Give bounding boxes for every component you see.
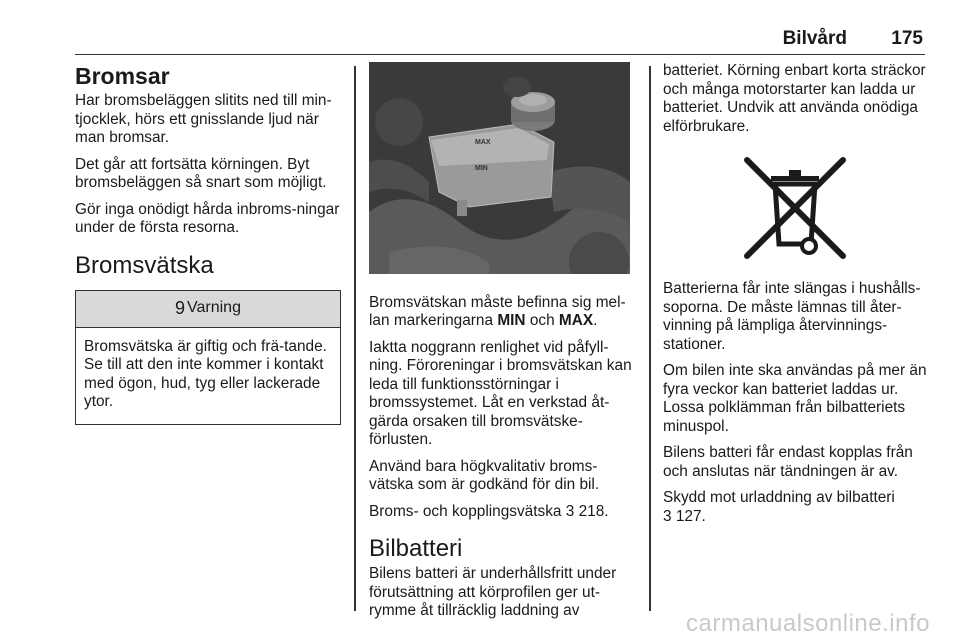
bromsar-heading: Bromsar: [75, 63, 170, 89]
page-number: 175: [891, 28, 923, 49]
fluid-reference-paragraph: Broms- och kopplingsvätska 3 218.: [369, 502, 609, 520]
reservoir-max-label: MAX: [475, 139, 491, 146]
column-divider-2: [649, 66, 651, 611]
warning-icon: 9: [175, 298, 186, 319]
bromsvatska-heading: Bromsvätska: [75, 251, 214, 279]
column-divider-1: [354, 66, 356, 611]
right-column: [663, 62, 927, 534]
bromsar-paragraph-1: Har bromsbeläggen slitits ned till min-tjocklek, hörs ett gnisslande ljud när man bromsar.: [75, 92, 332, 146]
section-title: Bilvård: [782, 28, 847, 49]
watermark: carmanualsonline.info: [686, 610, 930, 637]
fluid-level-paragraph: Bromsvätskan måste befinna sig mel-lan markeringarna MIN och MAX.: [369, 293, 626, 329]
min-marker: MIN: [497, 312, 526, 329]
battery-paragraph-2: batteriet. Körning enbart korta sträckor och många motorstarter kan ladda ur batteriet. Undvik att använda onödiga elförbrukare.: [663, 62, 926, 135]
bilbatteri-heading: Bilbatteri: [369, 535, 463, 562]
bromsar-paragraph-2: Det går att fortsätta körningen. Byt bromsbeläggen så snart som möjligt.: [75, 155, 327, 191]
battery-disconnect-paragraph: Bilens batteri får endast kopplas från och anslutas när tändningen är av.: [663, 444, 913, 480]
bromsar-paragraph-3: Gör inga onödigt hårda inbroms-ningar under de första resorna.: [75, 200, 340, 236]
warning-text: Bromsvätska är giftig och frä-tande. Se till att den inte kommer i kontakt med ögon, hud, tyg eller lackerade ytor.: [84, 337, 327, 410]
warning-box: [75, 290, 341, 425]
page-reference-link[interactable]: 3 218.: [565, 502, 609, 520]
page-reference-link-2[interactable]: 3 127.: [663, 507, 706, 525]
battery-storage-paragraph: Om bilen inte ska användas på mer än fyra veckor kan batteriet laddas ur. Lossa polklämman från bilbatteriets minuspol.: [663, 362, 927, 435]
battery-disposal-paragraph: Batterierna får inte slängas i hushålls-soporna. De måste lämnas till åter-vinning på lämpliga återvinnings-stationer.: [663, 280, 921, 353]
warning-title: Varning: [187, 299, 241, 317]
left-column: [75, 62, 341, 425]
cleanliness-paragraph: Iaktta noggrann renlighet vid påfyll-ning. Föroreningar i bromsvätskan kan leda till funktionsstörningar i bromssystemet. Låt en verkstad åt-gärda orsaken till bromsvätske-förlusten.: [369, 338, 632, 448]
reservoir-min-label: MIN: [475, 165, 488, 172]
brake-fluid-reservoir-image: [369, 62, 630, 274]
max-marker: MAX: [558, 312, 594, 329]
fluid-quality-paragraph: Använd bara högkvalitativ broms-vätska som är godkänd för din bil.: [369, 457, 600, 493]
crossed-out-bin-icon: [725, 154, 865, 266]
middle-column: [369, 62, 635, 629]
battery-paragraph-1: Bilens batteri är underhållsfritt under förutsättning att körprofilen ger ut-rymme åt tillräcklig laddning av: [369, 565, 617, 619]
page-header: [75, 28, 925, 55]
warning-header: [76, 291, 340, 328]
discharge-protection-paragraph: Skydd mot urladdning av bilbatteri 3 127.: [663, 489, 895, 525]
